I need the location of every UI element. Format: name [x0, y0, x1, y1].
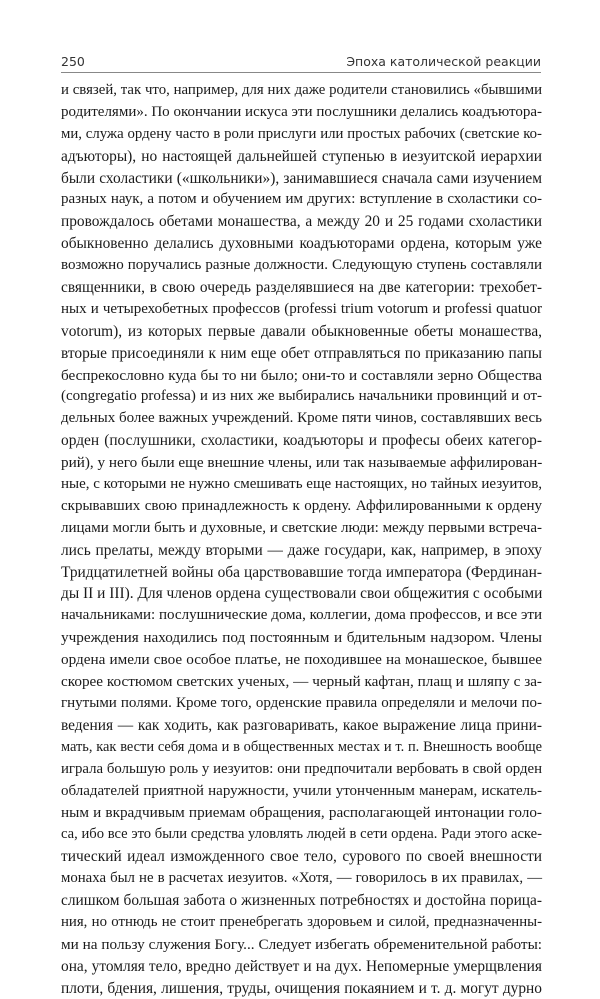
- text-line: начальниками: послушнические дома, коллегии, дома профессов, и все эти: [61, 607, 542, 624]
- text-line: священники, в свою очередь разделявшиеся на две категории: трехобет-: [61, 279, 542, 297]
- text-line: и связей, так что, например, для них даже родители становились «бывшими: [61, 82, 542, 98]
- text-line: ные, с которыми не нужно смешивать еще настоящих, но тайных иезуитов,: [61, 476, 543, 493]
- text-line: лицами могли быть и духовные, и светские люди: между первыми встреча-: [61, 519, 542, 536]
- text-line: родителями». По окончании искуса эти послушники делались коадъютора-: [61, 103, 542, 120]
- text-line: ми на пользу служения Богу... Следует избегать обременительной работы:: [61, 935, 542, 953]
- text-line: лись прелаты, между вторыми — даже государи, как, например, в эпоху: [61, 541, 542, 559]
- text-line: она, утомляя тело, вредно действует и на дух. Непомерные умерщвления: [61, 957, 542, 975]
- text-line: орден (послушники, схоластики, коадъюторы и професы обеих категор-: [61, 432, 542, 450]
- text-line: плоти, бдения, лишения, труды, очищения покаянием и т. д. могут дурно: [61, 979, 542, 997]
- text-line: вторые присоединяли к ним еще обет отправляться по приказанию папы: [61, 344, 542, 362]
- text-line: играла большую роль у иезуитов: они предпочитали вербовать в свой орден: [61, 760, 542, 777]
- text-line: учреждения находились под постоянным и бдительным надзором. Члены: [61, 629, 542, 647]
- text-line: беспрекословно куда бы то ни было; они-то и составляли зерно Общества: [61, 366, 542, 384]
- text-line: ми, служа ордену часто в роли прислуги или простых рабочих (светские ко-: [61, 125, 542, 142]
- text-line: votorum), из которых первые давали обыкновенные обеты монашества,: [61, 322, 542, 340]
- text-line: са, ибо все это были средства уловлять людей в сети ордена. Ради этого аске-: [61, 826, 542, 843]
- text-line: ным и вкрадчивым приемам обращения, располагающей интонации голо-: [61, 804, 542, 822]
- text-line: рий), у него были еще внешние члены, или так называемые аффилирован-: [61, 454, 543, 472]
- running-head: [61, 50, 541, 73]
- text-line: монаха был не в расчетах иезуитов. «Хотя, — говорилось в их правилах, —: [61, 870, 542, 887]
- text-line: провождалось обетами монашества, а между 20 и 25 годами схоластики: [61, 213, 542, 231]
- text-line: тический идеал изможденного свое тело, сурового по своей внешности: [61, 848, 542, 866]
- text-line: обладателей приятной наружности, учили утонченным манерам, искатель-: [61, 782, 542, 799]
- text-line: скорее костюмом светских ученых, — черный кафтан, плащ и шляпу с за-: [61, 673, 542, 691]
- text-line: ных и четырехобетных профессов (professi trium votorum и professi quatuor: [61, 300, 542, 317]
- page-number: 250: [61, 54, 85, 69]
- body-text: [61, 80, 542, 999]
- running-head-title: Эпоха католической реакции: [346, 54, 541, 69]
- text-line: были схоластики («школьники»), занимавшиеся сначала сами изучением: [61, 169, 542, 187]
- text-line: возможно поручались разные должности. Следующую ступень составляли: [61, 257, 542, 274]
- text-line: скрывавших свою принадлежность к ордену. Аффилированными к ордену: [61, 497, 542, 514]
- text-line: слишком большая забота о жизненных потребностях и достойна порица-: [61, 891, 542, 909]
- text-line: (congregatio professa) и из них же выбирались начальники провинций и от-: [61, 388, 542, 405]
- text-line: обыкновенно делались духовными коадъюторами ордена, которым уже: [61, 235, 542, 253]
- text-line: ордена имели свое особое платье, не походившее на монашеское, бывшее: [61, 651, 542, 669]
- text-line: Тридцатилетней войны оба царствовавшие тогда императора (Фердинан-: [61, 563, 542, 581]
- text-line: мать, как вести себя дома и в общественных местах и т. п. Внешность вообще: [61, 738, 542, 755]
- text-line: гнутыми полями. Кроме того, орденские правила определяли и мелочи по-: [61, 694, 542, 711]
- text-line: разных наук, а потом и обучением им других: вступление в схоластики со-: [61, 191, 542, 208]
- text-line: ды II и III). Для членов ордена существовали свои общежития с особыми: [61, 585, 543, 603]
- text-line: дельных более важных учреждений. Кроме пяти чинов, составлявших весь: [61, 410, 543, 427]
- text-line: ведения — как ходить, как разговаривать, какое выражение лица прини-: [61, 716, 542, 734]
- text-line: адъюторы), но настоящей дальнейшей ступенью в иезуитской иерархии: [61, 147, 542, 165]
- text-line: ния, но отнюдь не стоит пренебрегать здоровьем и силой, предназначенны-: [61, 913, 542, 930]
